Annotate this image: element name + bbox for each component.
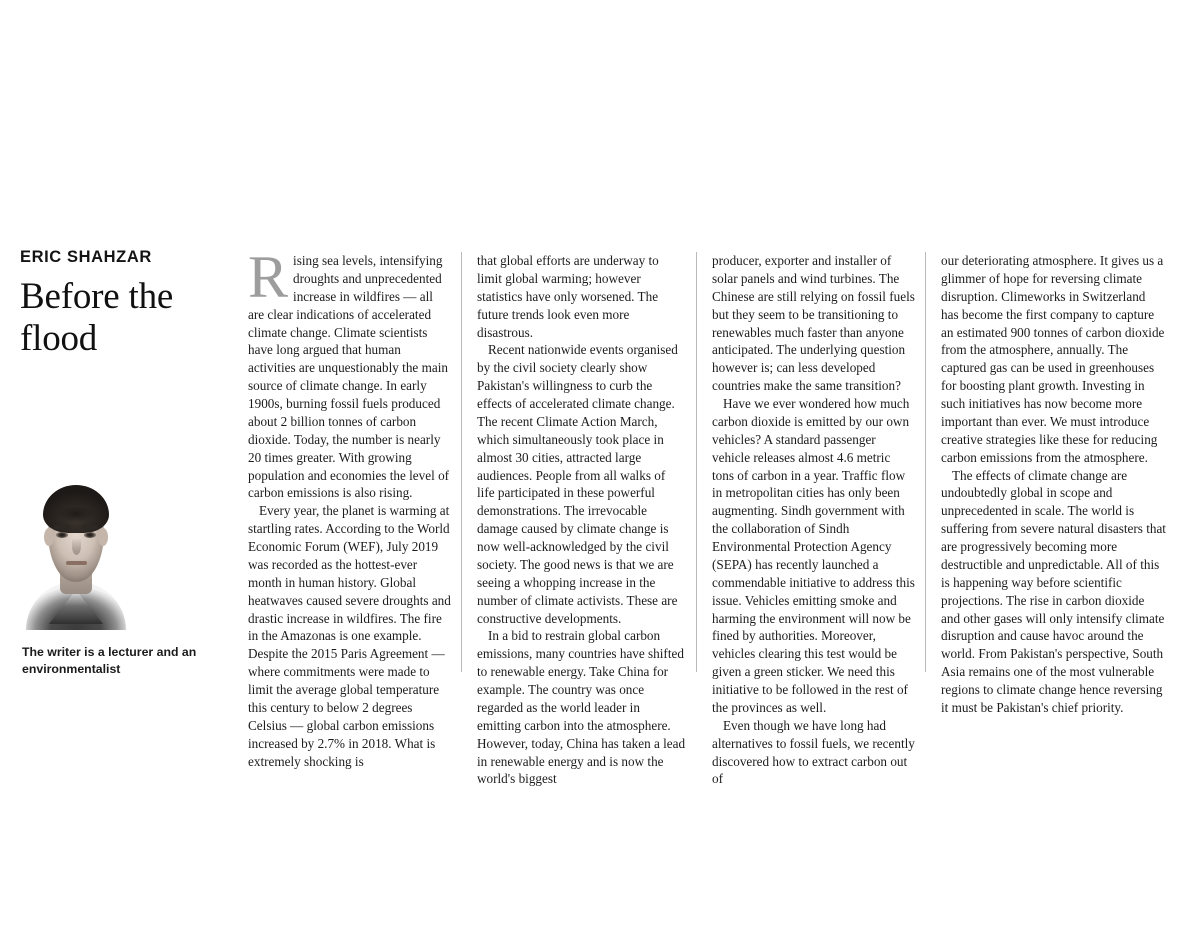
paragraph: that global efforts are underway to limit global warming; however statistics have only worsened. The future trends look even more disastrous.: [477, 253, 659, 340]
paragraph: producer, exporter and installer of solar panels and wind turbines. The Chinese are still relying on fossil fuels but they seem to be transitioning to renewables much faster than anyone anticipated. The underlying question however is; can less developed countries make the same transition?: [712, 253, 915, 394]
paragraph: Recent nationwide events organised by the civil society clearly show Pakistan's willingness to curb the effects of accelerated climate change. The recent Climate Action March, which simultaneously took place in almost 30 cities, attracted large audiences. People from all walks of life participated in these powerful demonstrations. The irrevocable damage caused by climate change is now well-acknowledged by the civil society. The good news is that we are seeing a whopping increase in the number of climate activists. These are constructive developments.: [477, 342, 678, 626]
article-column-2: [461, 252, 696, 787]
author-byline: ERIC SHAHZAR: [20, 248, 152, 266]
author-photo: [22, 470, 130, 630]
paragraph: Every year, the planet is warming at startling rates. According to the World Economic Forum (WEF), July 2019 was recorded as the hottest-ever month in human history. Global heatwaves caused severe droughts and drastic increase in wildfires. The fire in the Amazonas is one example. Despite the 2015 Paris Agreement — where commitments were made to limit the average global temperature this century to below 2 degrees Celsius — global carbon emissions increased by 2.7% in 2018. What is extremely shocking is: [248, 503, 451, 769]
article-column-1: [248, 244, 461, 769]
portrait-nose: [72, 538, 81, 555]
paragraph-text: ising sea levels, intensifying droughts and unprecedented increase in wildfires — all are clear indications of accelerated climate change. Climate scientists have long argued that human activities are unquestionably the main source of climate change. In early 1900s, burning fossil fuels produced about 2 billion tonnes of carbon dioxide. Today, the number is nearly 20 times greater. With growing population and economies the level of carbon emissions is also rising.: [248, 253, 450, 501]
article-column-4: [925, 252, 1168, 715]
portrait-ear-right: [98, 528, 108, 546]
paragraph: Even though we have long had alternatives to fossil fuels, we recently discovered how to extract carbon out of: [712, 717, 915, 787]
paragraph: Have we ever wondered how much carbon dioxide is emitted by our own vehicles? A standard passenger vehicle releases almost 4.6 metric tons of carbon in a year. Traffic flow in metropolitan cities has only been augmenting. Sindh government with the collaboration of Sindh Environmental Protection Agency (SEPA) has recently launched a commendable initiative to address this issue. Vehicles emitting smoke and harming the environment will now be fined by authorities. Moreover, vehicles clearing this test would be given a green sticker. We need this initiative to be followed in the rest of the provinces as well.: [712, 396, 915, 715]
portrait-eye-left: [56, 532, 68, 538]
article-column-3: [696, 252, 925, 787]
page-title: Before the flood: [20, 276, 174, 359]
drop-cap: R: [248, 244, 289, 310]
paragraph: our deteriorating atmosphere. It gives us a glimmer of hope for reversing climate disruption. Climeworks in Switzerland has become the first company to capture an estimated 900 tonnes of carbon dioxide from the atmosphere, annually. The captured gas can be used in greenhouses for boosting plant growth. Investing in such initiatives has now become more important than ever. We must introduce creative strategies like these for reducing carbon emissions from the atmosphere.: [941, 253, 1165, 465]
author-caption: The writer is a lecturer and an environmentalist: [22, 645, 197, 677]
author-rail: [20, 248, 225, 677]
avatar: [22, 470, 130, 630]
portrait-ear-left: [44, 528, 54, 546]
portrait-eye-right: [84, 532, 96, 538]
paragraph: In a bid to restrain global carbon emissions, many countries have shifted to renewable energy. Take China for example. The country was once regarded as the world leader in emitting carbon into the atmosphere. However, today, China has taken a lead in renewable energy and is now the world's biggest: [477, 628, 686, 787]
article-body: [248, 244, 1168, 787]
portrait-mouth: [66, 561, 87, 565]
paragraph: The effects of climate change are undoubtedly global in scope and unprecedented in scale. The world is suffering from severe natural disasters that are progressively becoming more destructible and unpredictable. All of this is happening way before scientific projections. The rise in carbon dioxide and other gases will only intensify climate disruption and cause havoc around the world. From Pakistan's perspective, South Asia remains one of the most vulnerable regions to climate change hence reversing it must be Pakistan's chief priority.: [941, 467, 1166, 715]
paragraph: [248, 244, 451, 502]
portrait-hair: [43, 485, 109, 533]
portrait-chin: [60, 570, 93, 582]
